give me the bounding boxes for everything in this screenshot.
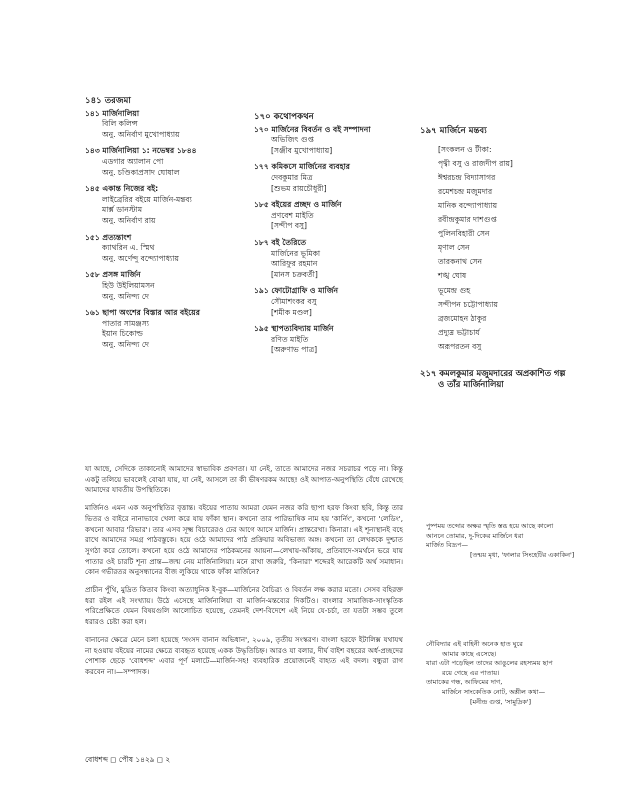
toc-entry-title: ১৪১ মার্জিনালিয়া: [85, 108, 140, 118]
toc-entry-author: সৌমাশংকর বসু: [271, 296, 317, 306]
toc-column-translations: [85, 96, 245, 356]
toc-entry: [254, 324, 424, 356]
toc-entry-title: ১৯৫ স্থাপত্যবিদ্যায় মার্জিন: [254, 324, 334, 334]
quote-line: আমার কাছে এসেছে।: [442, 649, 497, 658]
toc-entry-translator: অনু. অনিন্দ্য দে: [102, 339, 149, 349]
toc-entry: [254, 125, 424, 157]
toc-entry-title: ১৫১ প্রত্যন্তাংশ: [85, 232, 132, 242]
toc-entry: [254, 286, 424, 318]
contributor: ব্রজমোহন ঠাকুর: [438, 313, 487, 323]
contributor: মানিক বন্দ্যোপাধ্যায়: [438, 200, 498, 210]
toc-entry: [85, 270, 245, 302]
contributor: প্রদ্যুম্ন ভট্টাচার্য: [438, 327, 480, 337]
quote-line: যারা এটা পড়েছিল তাদের আঙুলের রহস্যময় ছাপ: [426, 659, 553, 668]
toc-entry-subtitle: লাইব্রেরির বইয়ে মার্জিন-মন্তব্য: [102, 194, 192, 204]
quote-line: পুষ্পময় তব্দোর অক্ষর স্মৃতি স্তব্ধ হয়ে আছে কালো: [426, 522, 554, 530]
toc-entry-title: ১৮৭ বই তৈরিতে: [254, 237, 307, 247]
epigraph-quote-1: [426, 522, 611, 560]
toc-entry-title: ১৫৮ প্রসঙ্গ মার্জিন: [85, 270, 141, 280]
toc-entry: [85, 184, 245, 226]
toc-entry-author: ক্যাথরিন এ. স্মিথ: [102, 243, 155, 253]
toc-entry-author: রণিত মাইতি: [271, 334, 309, 344]
section-heading: ১৪১ তরজমা: [85, 96, 131, 106]
quote-line: মার্জিত বিদ্রূপ—: [426, 541, 469, 550]
contributor: অরূপরতন বসু: [438, 341, 482, 351]
toc-entry-author: বিলি কলিন্স: [102, 119, 138, 129]
toc-entry-interviewer: [সঞ্জীব মুখোপাধ্যায়]: [271, 145, 333, 155]
editorial-paragraph: প্রাচীন পুঁথি, মুদ্রিত কিতাব কিংবা অত্যাধুনিক ই-বুক—মার্জিনের বৈচিত্র্য ও বিবর্তন লক্ষ করার মতো। সেসব বহিরক্ত ধরা রইল এই সংখ্যায়। উঠে এসেছে মার্জিনালিয়া বা মার্জিন-মন্তব্যের দিকটিও। বাংলার সামাজিক-সাংস্কৃতিক পরিপ্রেক্ষিতে যেমন বিষয়গুলি আলোচিত হয়েছে, তেমনই দেশ-বিদেশে এই নিয়ে যে-চর্চা, তা যতটা সম্ভব তুলে ধরারও চেষ্টা করা হল।: [85, 585, 403, 627]
toc-entry: [85, 308, 245, 350]
quote-line: আননে তোমার, দু-দিকের মার্জিনে ধরা: [426, 531, 524, 540]
toc-entry-title: ১৮৫ বইয়ের প্রচ্ছদ ও মার্জিন: [254, 200, 342, 210]
toc-entry-title: ১৭০ মার্জিনের বিবর্তন ও বই সম্পাদনা: [254, 124, 371, 134]
contributor: শঙ্খ ঘোষ: [438, 271, 467, 281]
compiler-line: পৃথ্বী বসু ও রাজদীপ রায়]: [438, 158, 513, 168]
editorial-paragraph: যা আছে, সেদিকে তাকানোই আমাদের স্বাভাবিক প্রবণতা। যা নেই, তাতে আমাদের নজর সচরাচর পড়ে না। কিন্তু একটু তলিয়ে ভাবলেই বোঝা যায়, যা নেই, আসলে তা কী ভীষণরকম আছে! ওই আপাত-অনুপস্থিতি বেঁধে রেখেছে আমাদের যাবতীয় উপস্থিতিকে।: [85, 464, 403, 495]
toc-entry-title: ১৭৭ কমিকসে মার্জিনের ব্যবহার: [254, 162, 350, 172]
toc-entry: [254, 200, 424, 232]
contributor: পুলিনবিহারী সেন: [438, 229, 490, 239]
toc-entry-title: ১৯১ ফোটোগ্রাফি ও মার্জিন: [254, 286, 339, 296]
toc-final-entry-line1: ২১৭ কমলকুমার মজুমদারের অপ্রকাশিত গল্প: [420, 368, 566, 378]
toc-entry-author: প্রণবেশ মাইতি: [271, 210, 314, 220]
toc-entry-subtitle: মার্জিনের ভূমিকা: [271, 248, 321, 258]
quote-attribution: [মনীন্দ্র গুপ্ত, 'সামুদ্রিক']: [470, 697, 532, 706]
quote-line: নৌবিদ্যার এই বাহিনী অনেক হাত ঘুরে: [426, 640, 523, 648]
quote-attribution: [তন্ময় মৃধা, 'ফালার সিংহেটির একাকিন']: [470, 550, 575, 559]
toc-entry-author: মার্ক্স ডানস্টাম: [102, 205, 143, 215]
toc-entry-title: ১৬১ ছাপা অংশের বিস্তার আর বইয়ের: [85, 308, 200, 318]
toc-entry-interviewer: [মানস চক্রবর্তী]: [271, 269, 318, 279]
quote-line: মার্জিনে সাংকেতিক নোট, অশ্লীল কথা—: [442, 687, 546, 696]
toc-entry-title: ১৪৫ একান্ত নিজের বই:: [85, 184, 159, 194]
quote-line: তামাকের গন্ধ, আফিমের দাগ,: [426, 678, 503, 687]
toc-final-entry-line2: ও তাঁর মার্জিনালিয়া: [438, 378, 504, 389]
toc-entry-translator: অনু. অনিন্দ্য দে: [102, 291, 149, 301]
toc-entry-translator: অনু. চণ্ডিকাপ্রসাদ ঘোষাল: [102, 167, 180, 177]
contributor: তারকনাথ সেন: [438, 257, 483, 267]
toc-entry-title: ১৪৩ মার্জিনালিয়া ১: নভেম্বর ১৮৪৪: [85, 146, 197, 156]
toc-final-entry: [420, 368, 600, 389]
toc-entry-author: হিউ উইলিয়ামসন: [102, 280, 155, 290]
toc-entry: [85, 146, 245, 178]
toc-entry-author: অভিজিৎ গুপ্ত: [271, 135, 314, 145]
toc-column-conversations: [254, 112, 424, 362]
editorial-text: [85, 464, 403, 685]
epigraph-quote-2: [426, 640, 611, 707]
toc-column-margin-notes: [420, 126, 600, 389]
toc-entry-author: আরিফুর রহমান: [271, 259, 318, 269]
toc-entry-interviewer: [সন্দীপ বসু]: [271, 221, 308, 231]
toc-entry-interviewer: [শুভম রায়চৌধুরী]: [271, 183, 327, 193]
toc-entry: [254, 162, 424, 194]
toc-entry-author: দেবকুমার মিত্র: [271, 172, 313, 182]
toc-entry: [254, 238, 424, 280]
page-footer: বোধশব্দ ◻ পৌষ ১৪২৯ ◻ ২: [85, 755, 171, 764]
compiler-line: [সংকলন ও টীকা:: [438, 144, 492, 154]
toc-entry-translator: অনু. অনির্বাণ মুখোপাধ্যায়: [102, 129, 180, 139]
contributor: রমেশচন্দ্র মজুমদার: [438, 186, 493, 196]
toc-entry-translator: অনু. অনির্বাণ রায়: [102, 215, 156, 225]
editorial-paragraph: বানানের ক্ষেত্রে মেনে চলা হয়েছে 'সংসদ বানান অভিধান', ২০০৯, তৃতীয় সংস্করণ। বাংলা হরফে ইটালিক্স যথাযথ না হওয়ায় বইয়ের নামের ক্ষেত্রে ব্যবহৃত হয়েছে একক উদ্ধৃতিচিহ্ন। আরও যা বলার, দীর্ঘ বাইশ বছরের অর্ধ-প্রচ্ছদের পোশাক ছেড়ে 'বোধশব্দ' এবার পূর্ণ মলাটে—মার্জিন-সহ! ব্যবহারিক প্রয়োজনেই বাহ্যত এই বদল। বন্ধুরা রাগ করবেন না।—সম্পাদক।: [85, 634, 403, 676]
contributor: ঈশ্বরচন্দ্র বিদ্যাসাগর: [438, 172, 496, 182]
contributor: ভূমেন্দ্র গুহ: [438, 285, 471, 295]
section-heading: ১৯৭ মার্জিনে মন্তব্য: [420, 126, 487, 136]
editorial-paragraph: মার্জিনও এমন এক অনুপস্থিতির বৃত্তান্ত। বইয়ের পাতায় আমরা যেমন নজর করি ছাপা হরফ কিংবা ছবি, কিন্তু তার ভিতর ও বাইরে নানাভাবে খেলা করে যায় ফাঁকা স্থান। কখনো তার পারিভাষিক নাম হয় 'কার্নিং', কখনো 'লেডিং', কখনো আবার 'রিভার'। তার এসব সূক্ষ্ম বিচারেরও ঢের আগে আসে মার্জিন। প্রান্তরেখা। কিনারা। এই শূন্যস্থানই বহে রাখে আমাদের সমগ্র পাঠবস্তুকে। হয়ে ওঠে আমাদের পাঠ প্রক্রিয়ার অবিভাজ্য অঙ্গ। কখনো তা লেখককে দুশ্চাত সুগঠা করে তোলে। কখনো হয়ে ওঠে আমাদের পাঠকমনের আয়না—লেখায়-আঁকায়, প্রতিবাদে-সমর্থনে ভরে যায় পাতার ওই চারটি শূন্য প্রান্ত—জন্ম নেয় মার্জিনালিয়া। মনে রাখা জরুরি, 'কিনারা' শব্দেরই আরেকটি অর্থ সমাধান। কোন গভীরতর অনুসন্ধানের বীজ লুকিয়ে থাকে ফাঁকা মার্জিনে?: [85, 503, 403, 577]
toc-entry-interviewer: [শমীক মণ্ডল]: [271, 307, 312, 317]
toc-entry-subtitle: পাতার সামঞ্জস্য: [102, 318, 149, 328]
toc-entry-interviewer: [অরুণাভ পাত্র]: [271, 345, 318, 355]
toc-entry: [85, 233, 245, 265]
contributor: মৃণাল সেন: [438, 243, 470, 253]
toc-entry-author: এডগার অ্যালান পো: [102, 156, 164, 166]
toc-entry: [85, 109, 245, 141]
contributor: রবীন্দ্রকুমার দাশগুপ্ত: [438, 215, 497, 225]
contributor: সন্দীপন চট্টোপাধ্যায়: [438, 299, 499, 309]
toc-entry-translator: অনু. অর্ণেন্দু বন্দ্যোপাধ্যায়: [102, 253, 179, 263]
toc-entry-author: ইয়ান চিকোল্ড: [102, 329, 143, 339]
section-heading: ১৭০ কথোপকথন: [254, 112, 314, 122]
quote-line: রয়ে গেছে এর পাতায়।: [442, 668, 500, 677]
